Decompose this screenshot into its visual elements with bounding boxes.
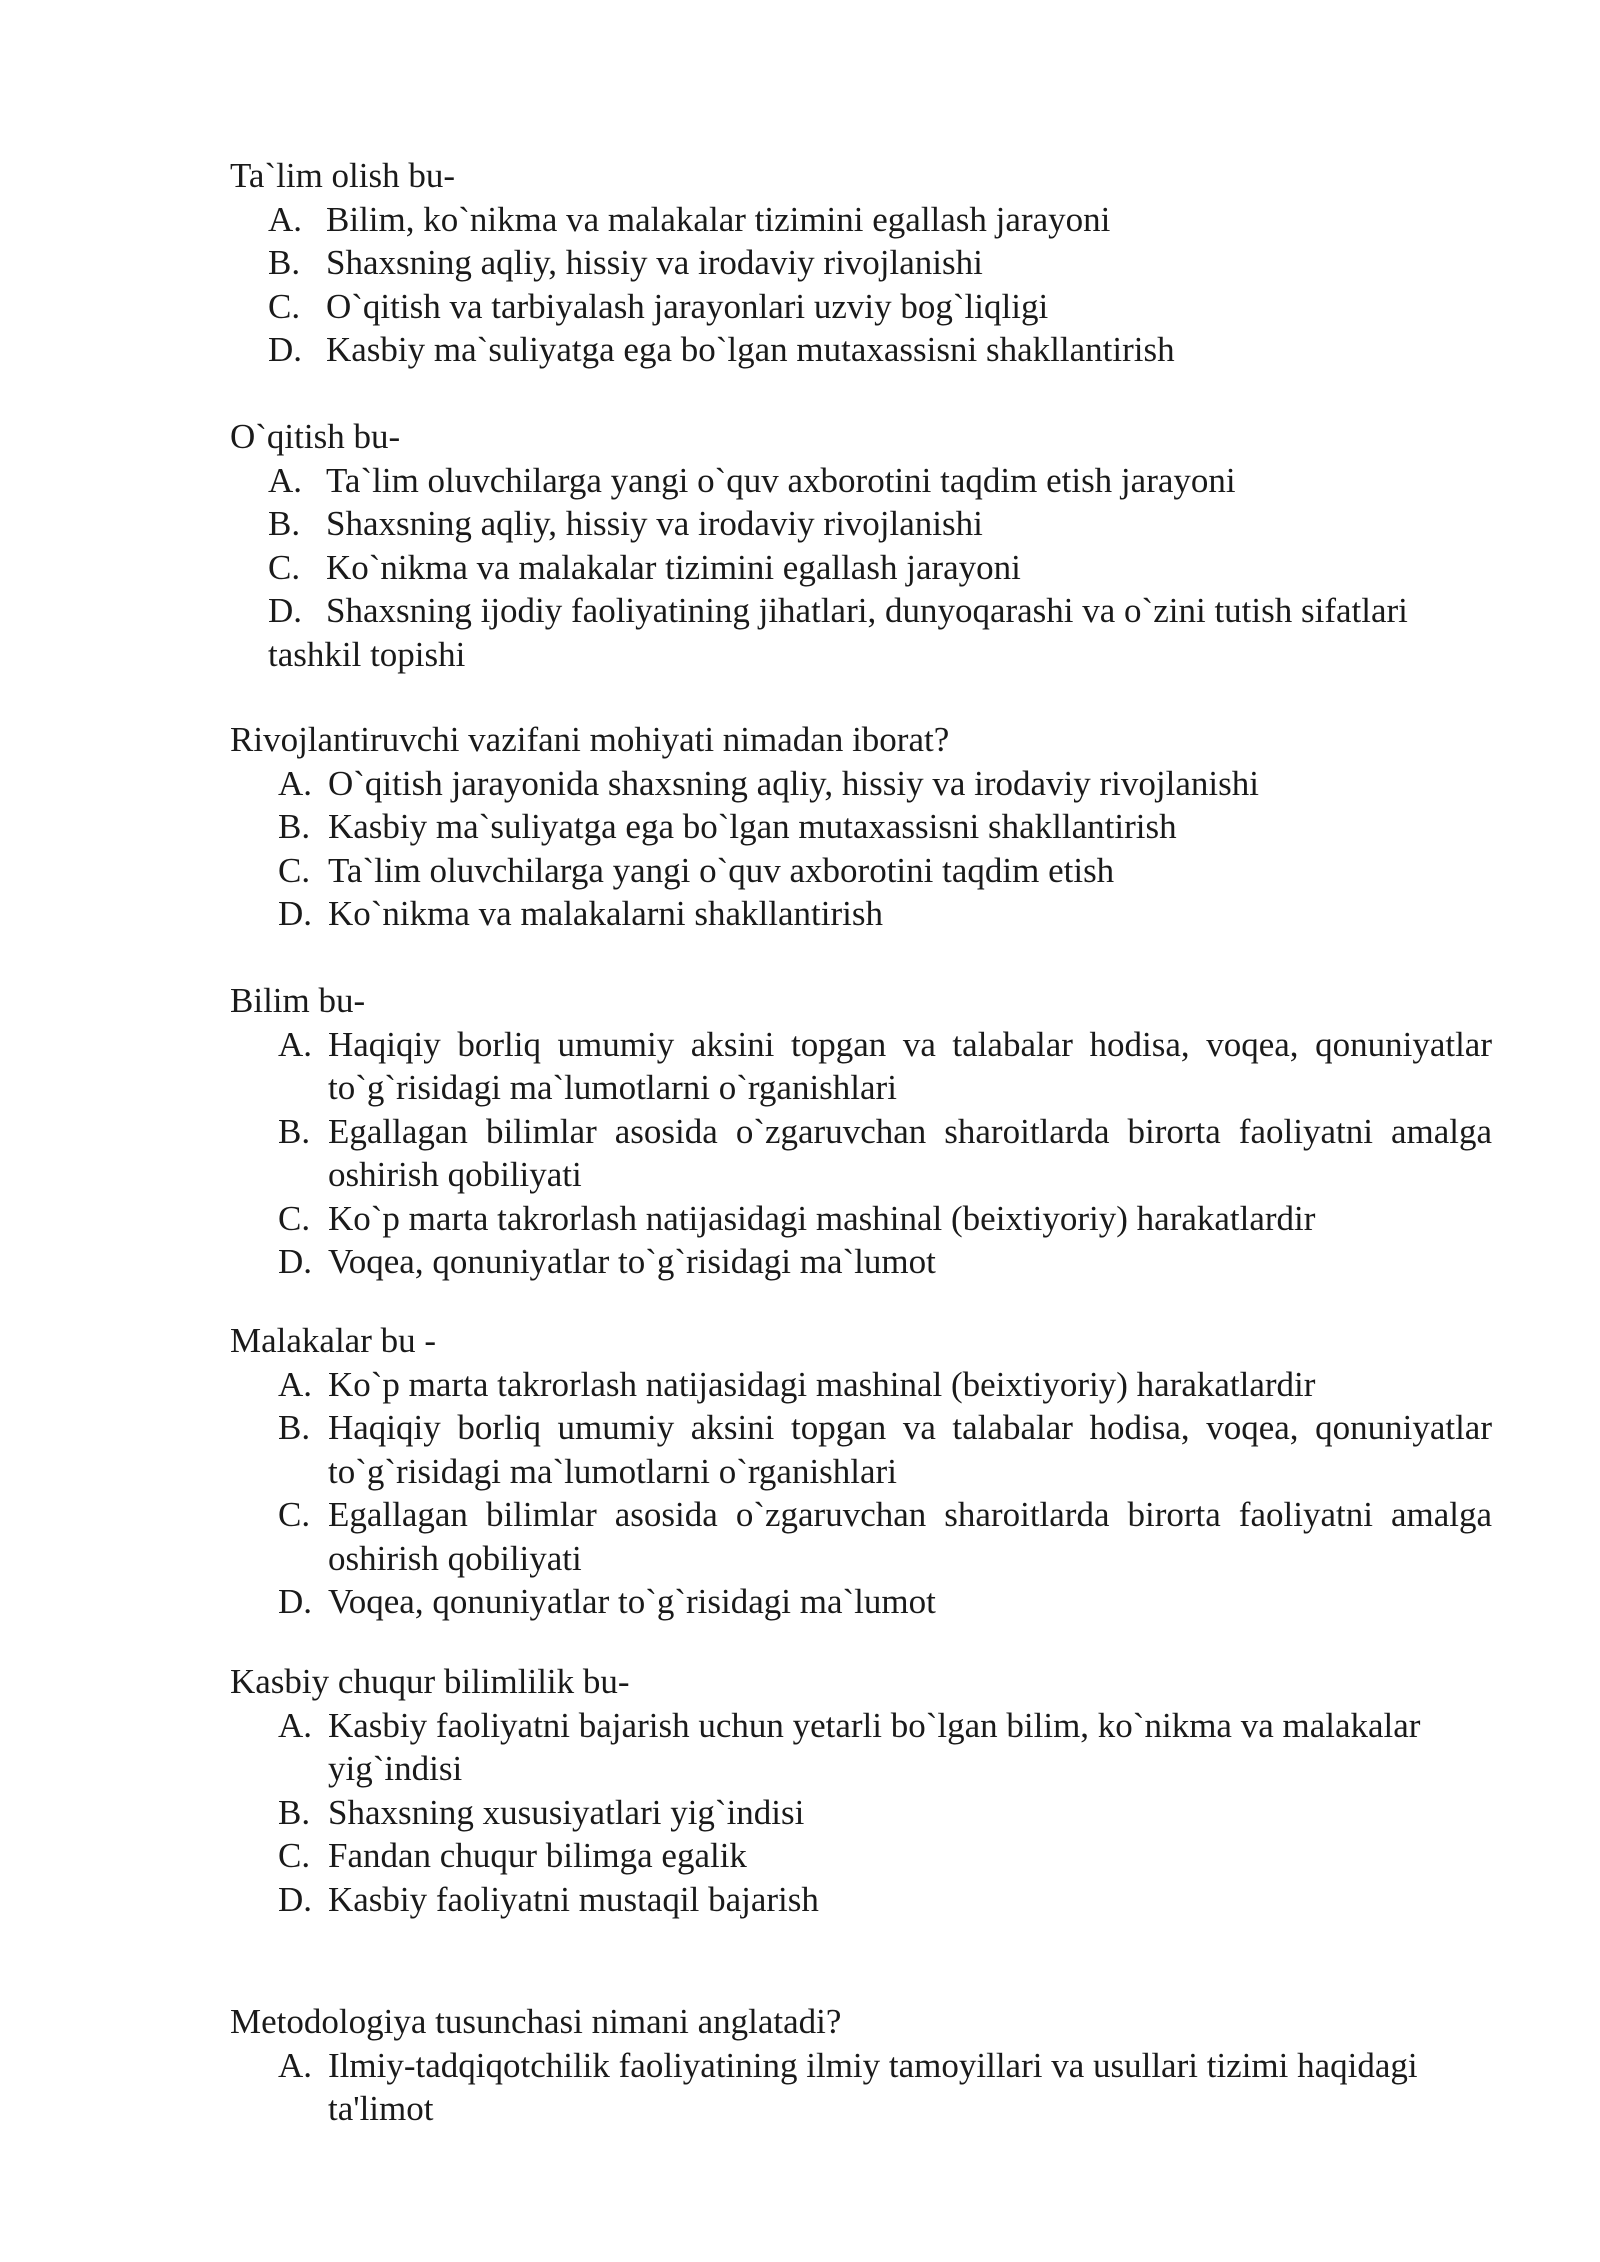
answer-options [230, 2044, 1492, 2131]
option-text: Kasbiy faoliyatni mustaqil bajarish [328, 1879, 819, 1919]
option-letter: B. [268, 504, 301, 543]
answer-options [230, 762, 1492, 936]
question-block [230, 2000, 1492, 2131]
option-letter: C. [268, 547, 301, 587]
answer-option [230, 805, 1492, 849]
question-title: Ta`lim olish bu- [230, 156, 456, 195]
answer-option [230, 198, 1492, 242]
answer-option [230, 1240, 1492, 1284]
answer-option [230, 1878, 1492, 1922]
option-text: O`qitish jarayonida shaxsning aqliy, hissiy va irodaviy rivojlanishi [328, 763, 1259, 803]
option-letter: C. [278, 850, 311, 890]
answer-options [230, 1023, 1492, 1284]
option-text: Ko`nikma va malakalar tizimini egallash jarayoni [326, 547, 1021, 587]
answer-options [230, 198, 1492, 372]
option-letter: C. [278, 1495, 311, 1534]
option-letter: A. [278, 1364, 313, 1404]
option-text: Shaxsning ijodiy faoliyatining jihatlari, dunyoqarashi va o`zini tutish sifatlari tashkil topishi [268, 591, 1408, 674]
option-text: Ta`lim oluvchilarga yangi o`quv axborotini taqdim etish jarayoni [326, 460, 1236, 500]
option-letter: A. [268, 460, 303, 500]
option-text: Egallagan bilimlar asosida o`zgaruvchan sharoitlarda birorta faoliyatni amalga oshirish qobiliyati [328, 1495, 1492, 1578]
question-title: Kasbiy chuqur bilimlilik bu- [230, 1662, 630, 1701]
answer-option [230, 2044, 1492, 2131]
option-text: Shaxsning aqliy, hissiy va irodaviy rivojlanishi [326, 504, 983, 543]
answer-option [230, 892, 1492, 936]
answer-options [230, 1704, 1492, 1922]
option-letter: D. [278, 1242, 313, 1281]
option-letter: A. [278, 1705, 313, 1745]
answer-option [230, 849, 1492, 893]
option-letter: D. [278, 894, 313, 933]
answer-option [230, 1493, 1492, 1580]
option-text: Haqiqiy borliq umumiy aksini topgan va talabalar hodisa, voqea, qonuniyatlar to`g`risidagi ma`lumotlarni o`rganishlari [328, 1024, 1492, 1107]
question-title: Metodologiya tusunchasi nimani anglatadi? [230, 2002, 842, 2041]
option-text: Ko`p marta takrorlash natijasidagi mashinal (beixtiyoriy) harakatlardir [328, 1198, 1316, 1238]
answer-option [230, 1834, 1492, 1878]
option-letter: A. [268, 199, 303, 239]
answer-option [230, 1791, 1492, 1835]
answer-options [230, 459, 1492, 677]
option-text: Kasbiy ma`suliyatga ega bo`lgan mutaxassisni shakllantirish [328, 807, 1177, 846]
question-block [230, 415, 1492, 676]
option-letter: B. [268, 243, 301, 282]
answer-option [230, 546, 1492, 590]
question-block [230, 718, 1492, 936]
answer-options [230, 1363, 1492, 1624]
option-text: Egallagan bilimlar asosida o`zgaruvchan sharoitlarda birorta faoliyatni amalga oshirish qobiliyati [328, 1111, 1492, 1194]
answer-option [230, 762, 1492, 806]
question-title: Rivojlantiruvchi vazifani mohiyati nimadan iborat? [230, 720, 950, 759]
answer-option [230, 459, 1492, 503]
option-letter: B. [278, 1792, 311, 1832]
question-block [230, 154, 1492, 372]
option-letter: A. [278, 2045, 313, 2085]
question-block [230, 979, 1492, 1284]
option-letter: D. [268, 591, 303, 630]
option-letter: C. [278, 1836, 311, 1875]
option-letter: B. [278, 807, 311, 846]
option-text: Bilim, ko`nikma va malakalar tizimini egallash jarayoni [326, 199, 1111, 239]
option-text: O`qitish va tarbiyalash jarayonlari uzviy bog`liqligi [326, 286, 1049, 326]
question-title: O`qitish bu- [230, 417, 401, 456]
answer-option [230, 1580, 1492, 1624]
option-text: Haqiqiy borliq umumiy aksini topgan va talabalar hodisa, voqea, qonuniyatlar to`g`risidagi ma`lumotlarni o`rganishlari [328, 1408, 1492, 1491]
option-text: Voqea, qonuniyatlar to`g`risidagi ma`lumot [328, 1242, 936, 1281]
option-text: Ko`nikma va malakalarni shakllantirish [328, 894, 883, 933]
answer-option [230, 502, 1492, 546]
option-letter: A. [278, 1024, 313, 1064]
question-block [230, 1319, 1492, 1624]
option-letter: C. [278, 1198, 311, 1238]
answer-option [230, 1406, 1492, 1493]
answer-option [230, 241, 1492, 285]
option-letter: D. [278, 1879, 313, 1919]
option-text: Voqea, qonuniyatlar to`g`risidagi ma`lumot [328, 1582, 936, 1621]
answer-option [230, 1023, 1492, 1110]
option-text: Ilmiy-tadqiqotchilik faoliyatining ilmiy tamoyillari va usullari tizimi haqidagi ta'limot [328, 2045, 1418, 2128]
option-text: Shaxsning aqliy, hissiy va irodaviy rivojlanishi [326, 243, 983, 282]
answer-option [230, 1110, 1492, 1197]
answer-option [230, 1363, 1492, 1407]
option-text: Ko`p marta takrorlash natijasidagi mashinal (beixtiyoriy) harakatlardir [328, 1364, 1316, 1404]
option-letter: D. [278, 1582, 313, 1621]
option-text: Ta`lim oluvchilarga yangi o`quv axborotini taqdim etish [328, 850, 1115, 890]
option-letter: B. [278, 1111, 311, 1151]
answer-option [230, 589, 1492, 676]
option-text: Kasbiy ma`suliyatga ega bo`lgan mutaxassisni shakllantirish [326, 330, 1175, 369]
answer-option [230, 285, 1492, 329]
answer-option [230, 328, 1492, 372]
option-letter: A. [278, 763, 313, 803]
option-letter: D. [268, 330, 303, 369]
option-letter: B. [278, 1408, 311, 1447]
question-title: Bilim bu- [230, 981, 366, 1020]
answer-option [230, 1704, 1492, 1791]
option-text: Fandan chuqur bilimga egalik [328, 1836, 747, 1875]
option-text: Shaxsning xususiyatlari yig`indisi [328, 1792, 805, 1832]
option-letter: C. [268, 286, 301, 326]
question-block [230, 1660, 1492, 1921]
option-text: Kasbiy faoliyatni bajarish uchun yetarli bo`lgan bilim, ko`nikma va malakalar yig`indisi [328, 1705, 1421, 1788]
answer-option [230, 1197, 1492, 1241]
question-title: Malakalar bu - [230, 1321, 437, 1360]
